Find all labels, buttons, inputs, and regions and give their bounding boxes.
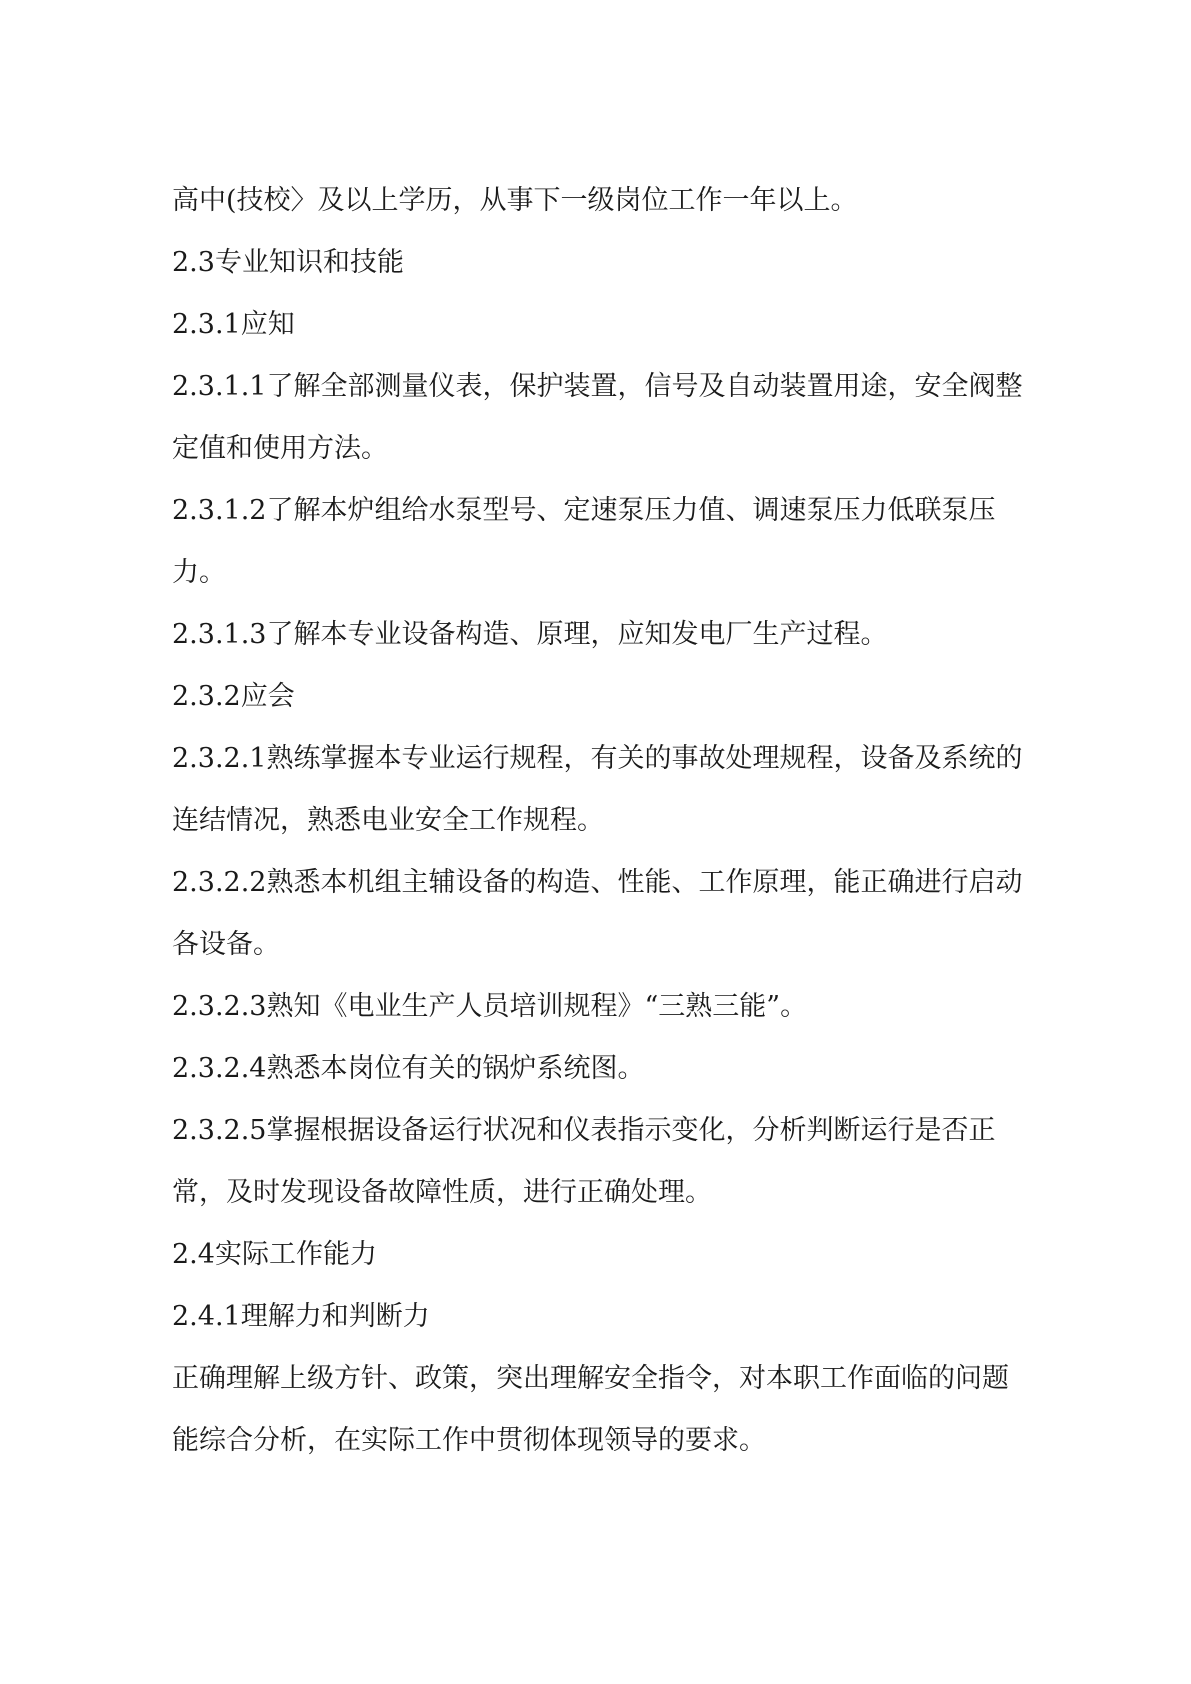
heading-2-4-1-understanding-judgment: 2.4.1理解力和判断力 <box>172 1301 430 1332</box>
item-2-3-2-2: 2.3.2.2熟悉本机组主辅设备的构造、性能、工作原理，能正确进行启动各设备。 <box>172 867 1023 960</box>
item-2-3-1-3: 2.3.1.3了解本专业设备构造、原理，应知发电厂生产过程。 <box>172 619 888 650</box>
heading-2-3-2-should-master: 2.3.2应会 <box>172 681 295 712</box>
heading-2-4-practical-ability: 2.4实际工作能力 <box>172 1239 377 1270</box>
paragraph-understanding-description: 正确理解上级方针、政策，突出理解安全指令，对本职工作面临的问题能综合分析，在实际工作中贯彻体现领导的要求。 <box>172 1363 1009 1456</box>
item-2-3-1-1: 2.3.1.1了解全部测量仪表，保护装置，信号及自动装置用途，安全阀整定值和使用方法。 <box>172 371 1023 464</box>
item-2-3-1-2: 2.3.1.2了解本炉组给水泵型号、定速泵压力值、调速泵压力低联泵压力。 <box>172 495 996 588</box>
item-2-3-2-4: 2.3.2.4熟悉本岗位有关的锅炉系统图。 <box>172 1053 645 1084</box>
item-2-3-2-1: 2.3.2.1熟练掌握本专业运行规程，有关的事故处理规程，设备及系统的连结情况，熟悉电业安全工作规程。 <box>172 743 1023 836</box>
document-body <box>172 170 1034 1472</box>
item-2-3-2-3: 2.3.2.3熟知《电业生产人员培训规程》“三熟三能”。 <box>172 991 808 1022</box>
item-2-3-2-5: 2.3.2.5掌握根据设备运行状况和仪表指示变化，分析判断运行是否正常，及时发现设备故障性质，进行正确处理。 <box>172 1115 996 1208</box>
heading-2-3-1-should-know: 2.3.1应知 <box>172 309 295 340</box>
paragraph-education-requirement: 高中(技校〉及以上学历，从事下一级岗位工作一年以上。 <box>172 185 858 216</box>
heading-2-3-knowledge-skills: 2.3专业知识和技能 <box>172 247 404 278</box>
